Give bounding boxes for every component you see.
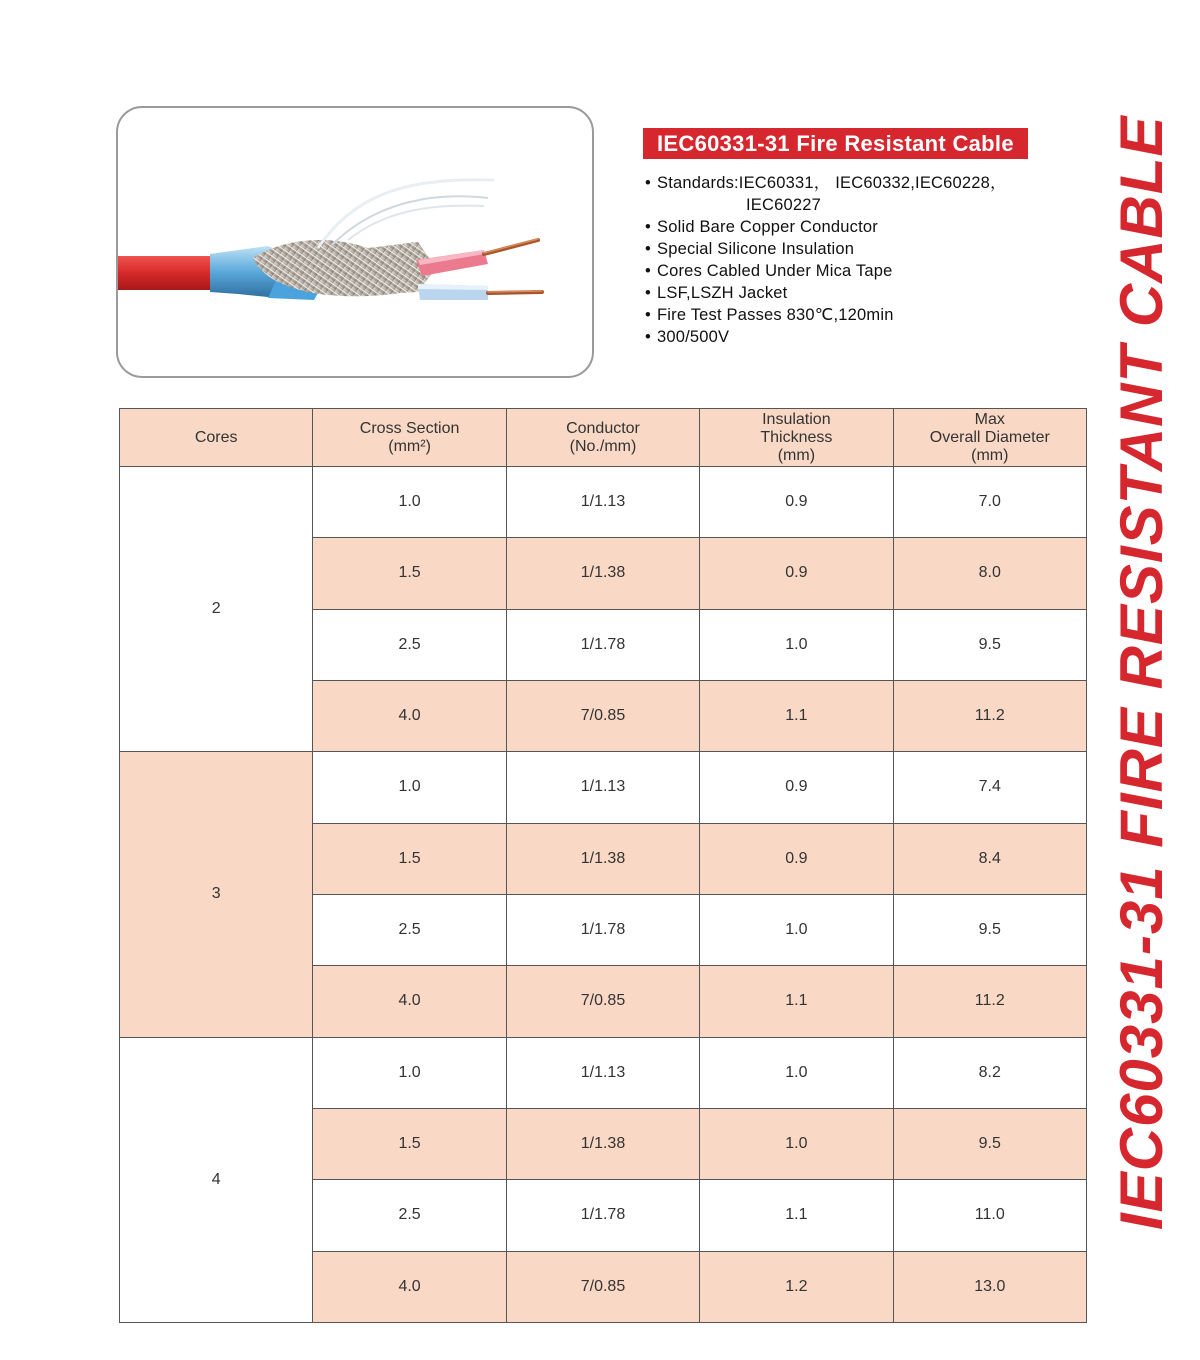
diameter-cell: 8.2 — [893, 1037, 1086, 1108]
vertical-title: IEC60331-31 FIRE RESISTANT CABLE — [1108, 115, 1175, 1230]
feature-item — [645, 172, 1007, 216]
cable-illustration — [118, 108, 592, 376]
cross-section-cell: 2.5 — [313, 1180, 506, 1251]
cross-section-cell: 1.5 — [313, 538, 506, 609]
diameter-cell: 9.5 — [893, 1108, 1086, 1179]
conductor-cell: 1/1.13 — [506, 1037, 699, 1108]
table-header-row — [120, 409, 1087, 467]
insulation-cell: 1.1 — [700, 966, 893, 1037]
conductor-cell: 7/0.85 — [506, 1251, 699, 1322]
diameter-cell: 7.0 — [893, 467, 1086, 538]
insulation-cell: 1.2 — [700, 1251, 893, 1322]
diameter-cell: 11.0 — [893, 1180, 1086, 1251]
cross-section-cell: 1.5 — [313, 823, 506, 894]
header-diameter: Max Overall Diameter (mm) — [893, 409, 1086, 467]
header-insulation: Insulation Thickness (mm) — [700, 409, 893, 467]
conductor-cell: 1/1.38 — [506, 538, 699, 609]
cross-section-cell: 1.0 — [313, 1037, 506, 1108]
diameter-cell: 9.5 — [893, 609, 1086, 680]
insulation-cell: 0.9 — [700, 467, 893, 538]
spec-table — [119, 408, 1087, 1323]
table-row — [120, 752, 1087, 823]
table-row — [120, 467, 1087, 538]
cross-section-cell: 4.0 — [313, 680, 506, 751]
feature-item: • Solid Bare Copper Conductor — [645, 216, 1007, 238]
conductor-cell: 7/0.85 — [506, 680, 699, 751]
cores-cell: 4 — [120, 1037, 313, 1322]
insulation-cell: 0.9 — [700, 752, 893, 823]
cross-section-cell: 1.5 — [313, 1108, 506, 1179]
header-cross-section: Cross Section (mm²) — [313, 409, 506, 467]
product-title: IEC60331-31 Fire Resistant Cable — [643, 128, 1028, 159]
feature-text: Standards:IEC60331， IEC60332,IEC60228， — [657, 174, 1007, 192]
diameter-cell: 11.2 — [893, 966, 1086, 1037]
cross-section-cell: 1.0 — [313, 752, 506, 823]
diameter-cell: 8.4 — [893, 823, 1086, 894]
diameter-cell: 9.5 — [893, 894, 1086, 965]
diameter-cell: 11.2 — [893, 680, 1086, 751]
cable-photo — [116, 106, 594, 378]
table-row — [120, 1037, 1087, 1108]
conductor-cell: 7/0.85 — [506, 966, 699, 1037]
conductor-cell: 1/1.13 — [506, 752, 699, 823]
feature-item: • Fire Test Passes 830℃,120min — [645, 304, 1007, 326]
cross-section-cell: 4.0 — [313, 1251, 506, 1322]
feature-list — [645, 172, 1007, 348]
insulation-cell: 1.1 — [700, 1180, 893, 1251]
feature-item: • 300/500V — [645, 326, 1007, 348]
diameter-cell: 7.4 — [893, 752, 1086, 823]
insulation-cell: 1.0 — [700, 1108, 893, 1179]
cross-section-cell: 4.0 — [313, 966, 506, 1037]
feature-item: • LSF,LSZH Jacket — [645, 282, 1007, 304]
conductor-cell: 1/1.78 — [506, 609, 699, 680]
conductor-cell: 1/1.38 — [506, 1108, 699, 1179]
conductor-cell: 1/1.78 — [506, 894, 699, 965]
conductor-cell: 1/1.38 — [506, 823, 699, 894]
cross-section-cell: 2.5 — [313, 894, 506, 965]
conductor-cell: 1/1.78 — [506, 1180, 699, 1251]
header-conductor: Conductor (No./mm) — [506, 409, 699, 467]
feature-item: • Special Silicone Insulation — [645, 238, 1007, 260]
cross-section-cell: 2.5 — [313, 609, 506, 680]
feature-item: • Cores Cabled Under Mica Tape — [645, 260, 1007, 282]
insulation-cell: 1.0 — [700, 1037, 893, 1108]
feature-text-continued: IEC60227 — [746, 196, 821, 214]
diameter-cell: 13.0 — [893, 1251, 1086, 1322]
header-cores: Cores — [120, 409, 313, 467]
insulation-cell: 0.9 — [700, 823, 893, 894]
insulation-cell: 1.0 — [700, 609, 893, 680]
insulation-cell: 1.0 — [700, 894, 893, 965]
diameter-cell: 8.0 — [893, 538, 1086, 609]
insulation-cell: 1.1 — [700, 680, 893, 751]
cross-section-cell: 1.0 — [313, 467, 506, 538]
conductor-cell: 1/1.13 — [506, 467, 699, 538]
insulation-cell: 0.9 — [700, 538, 893, 609]
cores-cell: 2 — [120, 467, 313, 752]
cores-cell: 3 — [120, 752, 313, 1037]
